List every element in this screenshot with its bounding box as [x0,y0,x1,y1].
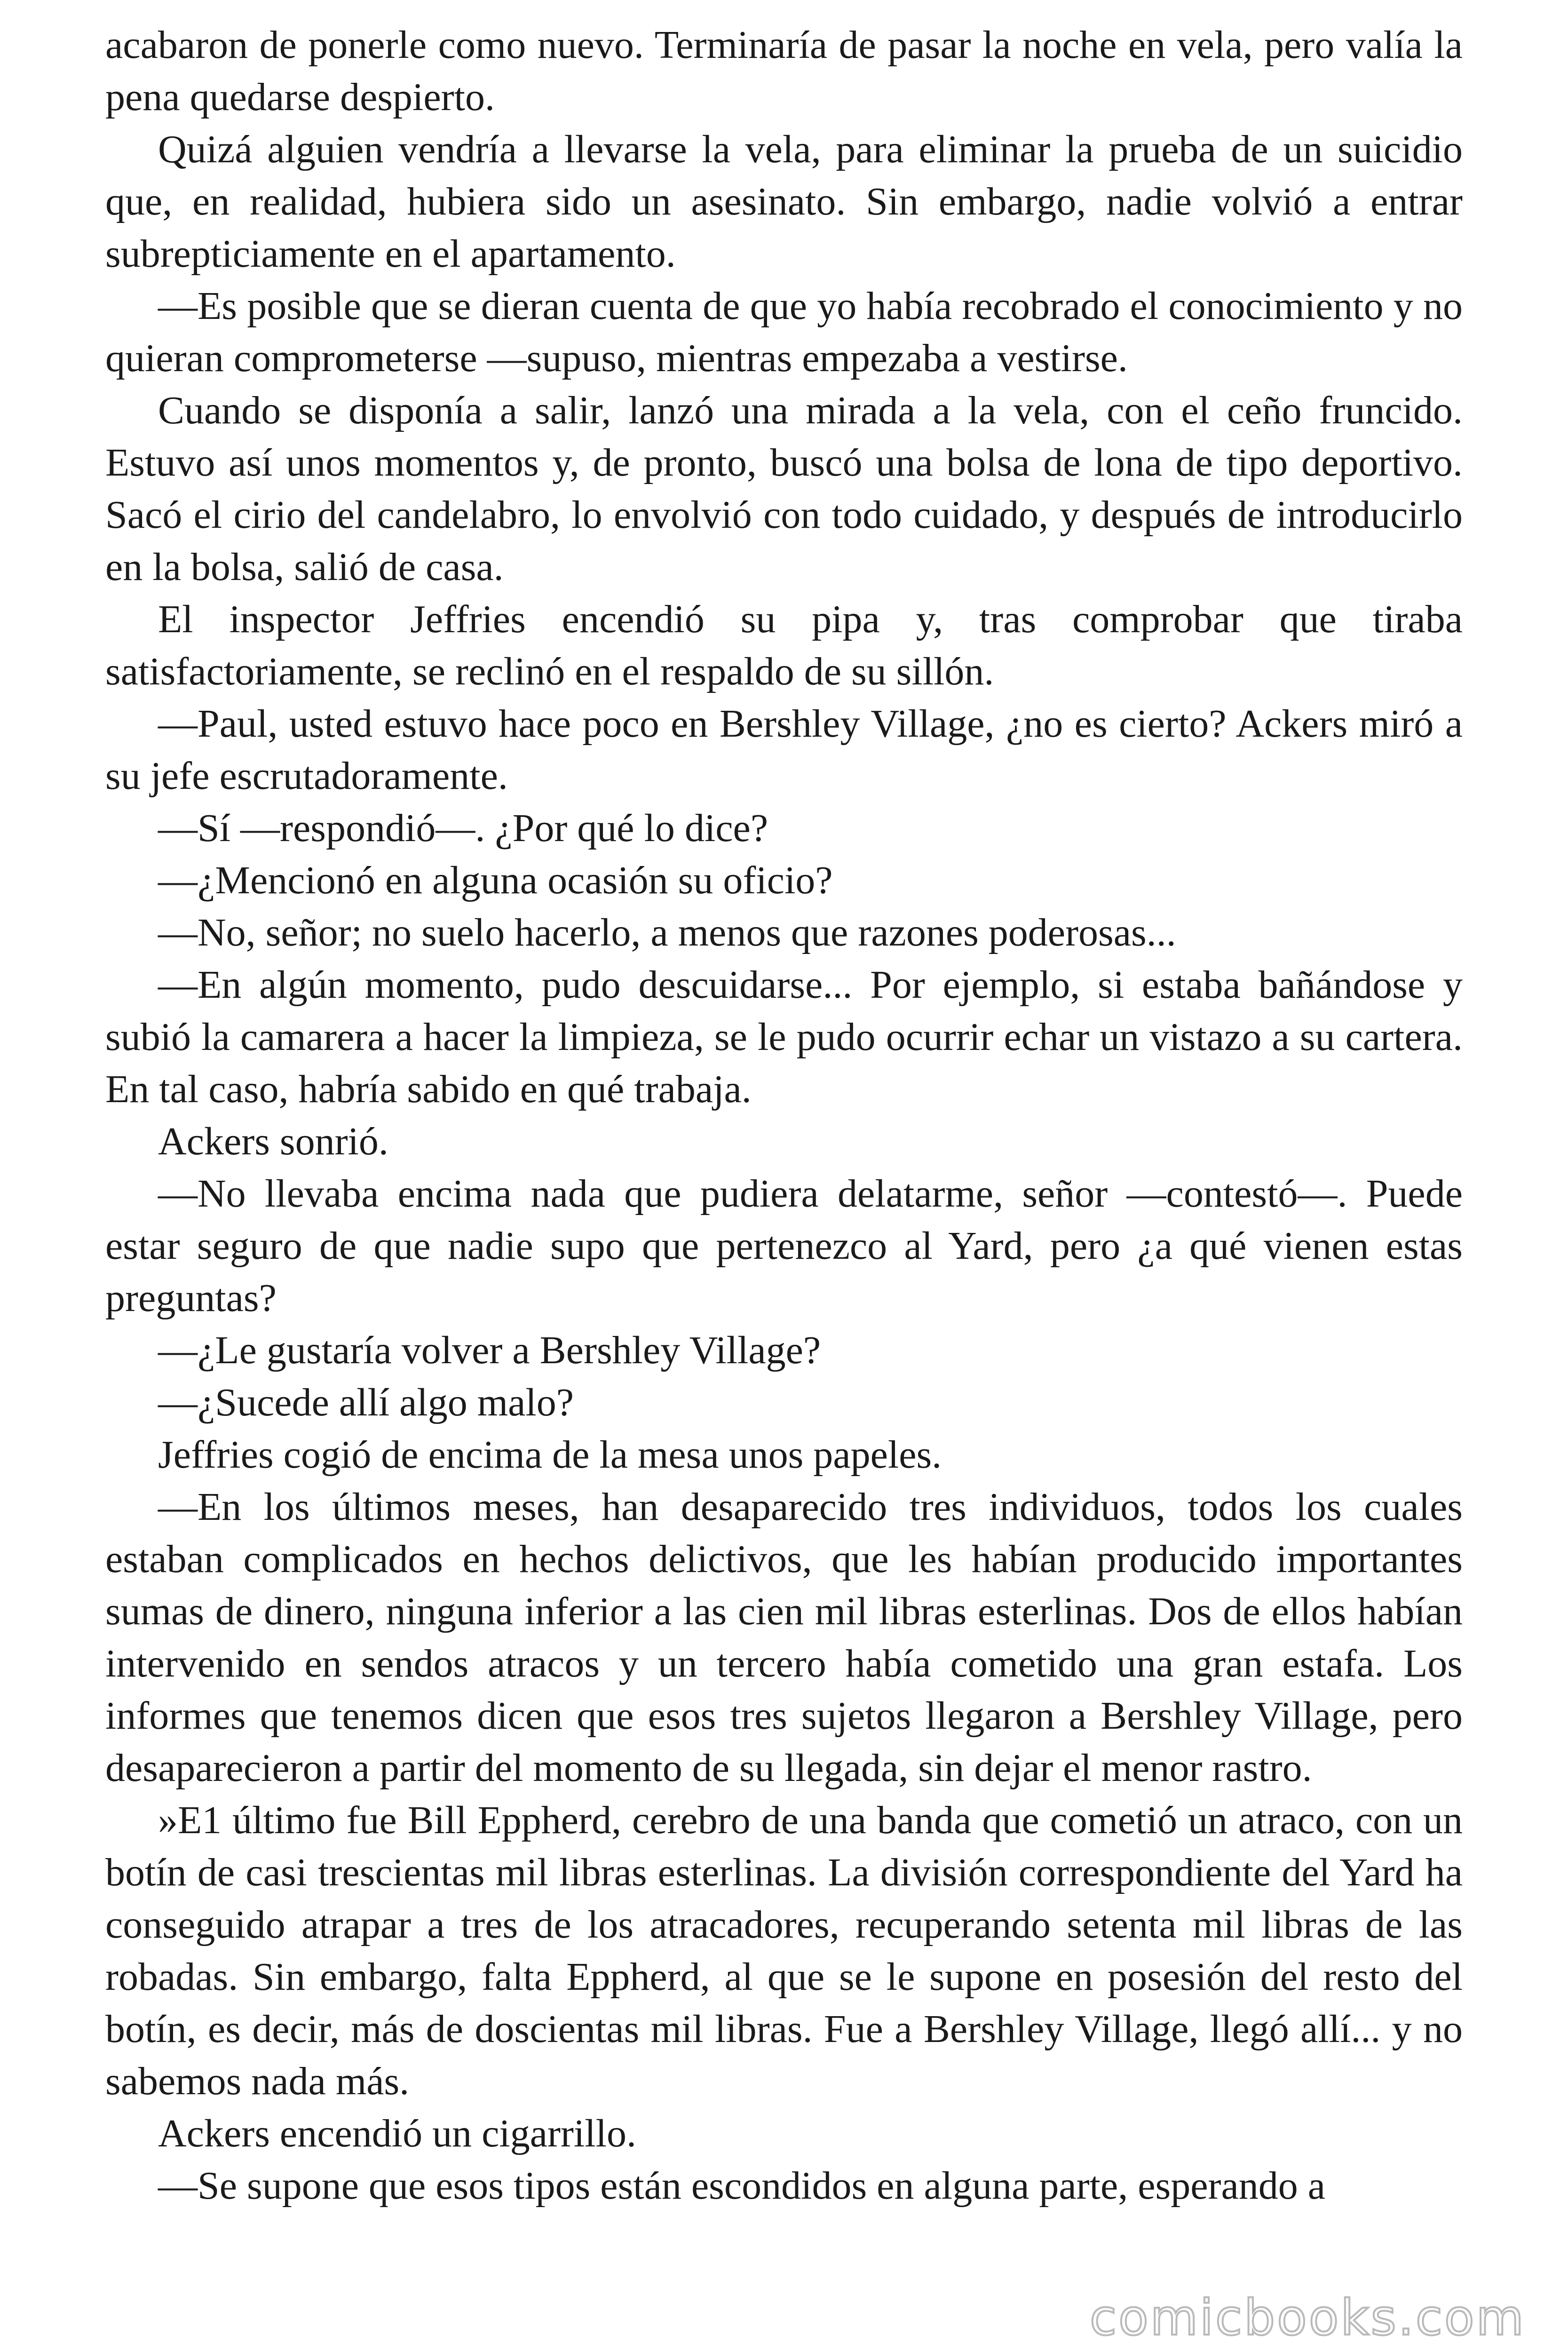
paragraph: »E1 último fue Bill Eppherd, cerebro de una banda que cometió un atraco, con un botín de casi trescientas mil libras esterlinas. La división correspondiente del Yard ha conseguido atrapar a tres de los atracadores, recuperando setenta mil libras de las robadas. Sin embargo, falta Eppherd, al que se le supone en posesión del resto del botín, es decir, más de doscientas mil libras. Fue a Bershley Village, llegó allí... y no sabemos nada más. [105,1798,1463,2103]
paragraph: —No, señor; no suelo hacerlo, a menos que razones poderosas... [158,911,1176,954]
paragraph: Ackers encendió un cigarrillo. [158,2112,636,2155]
paragraph: —¿Sucede allí algo malo? [158,1381,574,1424]
paragraph: —Se supone que esos tipos están escondidos en alguna parte, esperando a [158,2164,1326,2208]
paragraph: Ackers sonrió. [158,1120,388,1163]
paragraph: acabaron de ponerle como nuevo. Terminaría de pasar la noche en vela, pero valía la pena quedarse despierto. [105,23,1463,119]
paragraph: —¿Mencionó en alguna ocasión su oficio? [158,858,833,902]
paragraph: Quizá alguien vendría a llevarse la vela, para eliminar la prueba de un suicidio que, en realidad, hubiera sido un asesinato. Sin embargo, nadie volvió a entrar subrepticiamente en el apartamento. [105,127,1463,276]
paragraph: Jeffries cogió de encima de la mesa unos papeles. [158,1433,942,1477]
paragraph: —En algún momento, pudo descuidarse... Por ejemplo, si estaba bañándose y subió la camarera a hacer la limpieza, se le pudo ocurrir echar un vistazo a su cartera. En tal caso, habría sabido en qué trabaja. [105,963,1463,1111]
paragraph: —En los últimos meses, han desaparecido tres individuos, todos los cuales estaban complicados en hechos delictivos, que les habían producido importantes sumas de dinero, ninguna inferior a las cien mil libras esterlinas. Dos de ellos habían intervenido en sendos atracos y un tercero había cometido una gran estafa. Los informes que tenemos dicen que esos tres sujetos llegaron a Bershley Village, pero desaparecieron a partir del momento de su llegada, sin dejar el menor rastro. [105,1485,1463,1790]
paragraph: —¿Le gustaría volver a Bershley Village? [158,1328,821,1372]
watermark: comicbooks.com [1089,2289,1526,2346]
paragraph: Cuando se disponía a salir, lanzó una mirada a la vela, con el ceño fruncido. Estuvo así unos momentos y, de pronto, buscó una bolsa de lona de tipo deportivo. Sacó el cirio del candelabro, lo envolvió con todo cuidado, y después de introducirlo en la bolsa, salió de casa. [105,389,1463,589]
paragraph: —No llevaba encima nada que pudiera delatarme, señor —contestó—. Puede estar seguro de que nadie supo que pertenezco al Yard, pero ¿a qué vienen estas preguntas? [105,1172,1463,1320]
paragraph: El inspector Jeffries encendió su pipa y, tras comprobar que tiraba satisfactoriamente, se reclinó en el respaldo de su sillón. [105,597,1463,693]
book-page [105,19,1463,2212]
paragraph: —Paul, usted estuvo hace poco en Bershley Village, ¿no es cierto? Ackers miró a su jefe escrutadoramente. [105,702,1463,798]
paragraph: —Es posible que se dieran cuenta de que yo había recobrado el conocimiento y no quieran comprometerse —supuso, mientras empezaba a vestirse. [105,284,1463,380]
paragraph: —Sí —respondió—. ¿Por qué lo dice? [158,806,768,850]
